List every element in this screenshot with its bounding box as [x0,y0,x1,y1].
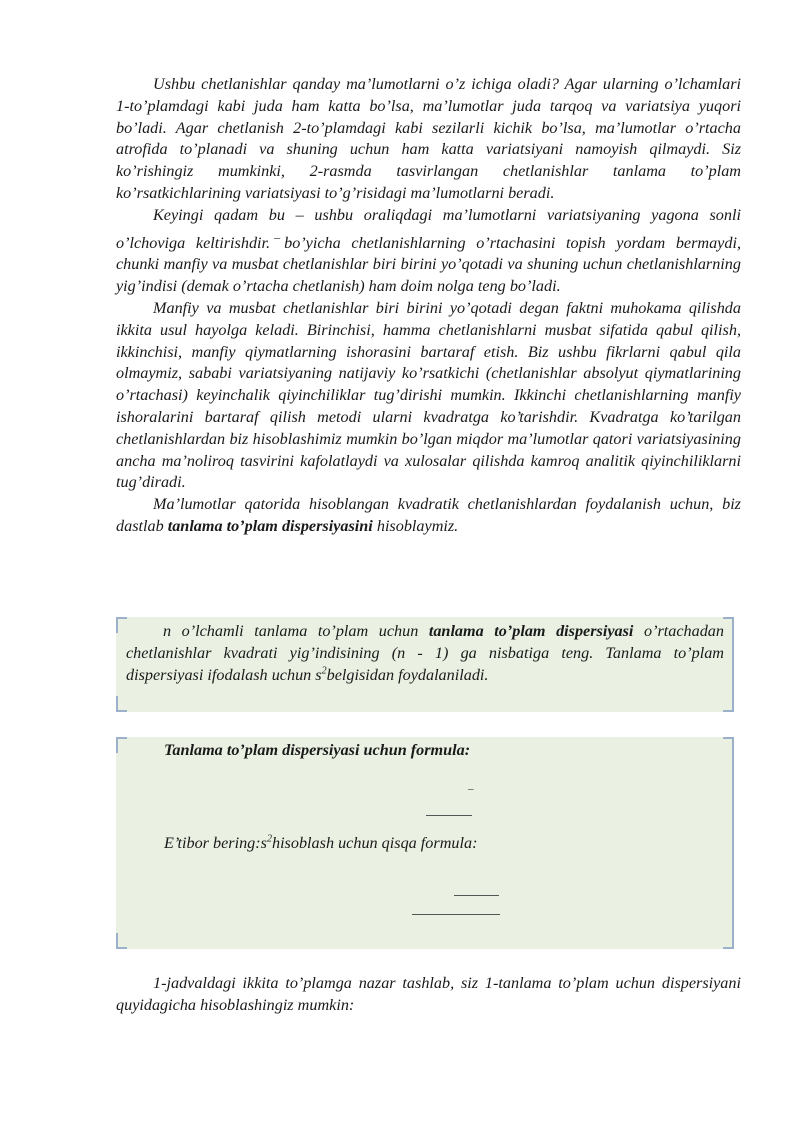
note-part-a: E’tibor bering:s [164,834,267,852]
main-text [116,74,741,538]
superscript-2: 2 [321,665,327,677]
formula-title: Tanlama to’plam dispersiyasi uchun formula: [164,741,471,759]
paragraph-2-part-b: bo’yicha chetlanishlarning o’rtachasini topish yordam bermaydi, chunki manfiy va musbat chetlanishlar biri birini yo’qotadi va shuning uchun chetlanishlarning yig’indisi (demak o’rtacha chetlanish) ham doim nolga teng bo’ladi. [116,233,742,296]
short-formula-note [164,833,477,855]
paragraph-1: Ushbu chetlanishlar qanday ma’lumotlarni o’z ichiga oladi? Agar ularning o’lchamlari 1-to’plamdagi kabi juda ham katta bo’lsa, ma’lumotlar juda tarqoq va variatsiya yuqori bo’ladi. Agar chetlanish 2-to’plamdagi kabi sezilarli kichik bo’lsa, ma’lumotlar o’rtacha atrofida to’planadi va shuning uchun ham katta variatsiyani namoyish qilmaydi. Siz ko’rishingiz mumkinki, 2-rasmda tasvirlangan chetlanishlar tanlama to’plam ko’rsatkichlarining variatsiyasi to’g’risidagi ma’lumotlarni beradi. [116,75,741,202]
paragraph-2 [116,205,741,298]
x-bar-symbol: – [274,229,281,244]
paragraph-4-bold: tanlama to’plam dispersiyasini [167,516,373,535]
note-superscript-2: 2 [266,833,272,845]
box-corner [723,933,734,949]
fraction-line [426,815,472,816]
paragraph-4 [116,494,741,538]
definition-part-c: belgisidan foydalaniladi. [326,665,489,684]
formula-x-bar-symbol: – [468,783,474,795]
fraction-line [454,895,499,896]
box-corner [723,696,734,712]
box-border [732,751,734,935]
paragraph-3: Manfiy va musbat chetlanishlar biri birini yo’qotadi degan faktni muhokama qilishda ikkita usul hayolga keladi. Birinchisi, hamma chetlanishlarni musbat sifatida qabul qilish, ikkinchisi, manfiy qiymatlarning ishorasini bartaraf etish. Biz ushbu fikrlarni qabul qila olmaymiz, sababi variatsiyaning natijaviy ko’rsatkichi (chetlanishlar absolyut qiymatlarining o’rtachasi) keyinchalik qiyinchiliklar tug’dirishi mumkin. Ikkinchi chetlanishlarning manfiy ishoralarini bartaraf qilish metodi ularni kvadratga ko’tarishdir. Kvadratga ko’tarilgan chetlanishlardan biz hisoblashimiz mumkin bo’lgan miqdor ma’lumotlar qatori variatsiyasining ancha ma’noliroq tasvirini kafolatlaydi va xulosalar qilishda kamroq analitik qiyinchiliklarni tug’diradi. [116,298,741,492]
paragraph-2-part-a: Keyingi qadam bu – ushbu oraliqdagi ma’lumotlarni variatsiyaning yagona sonli o’lchoviga keltirishdir. [116,205,741,252]
definition-text [126,621,724,686]
paragraph-5: 1-jadvaldagi ikkita to’plamga nazar tashlab, siz 1-tanlama to’plam uchun dispersiyani quyidagicha hisoblashingiz mumkin: [116,974,741,1014]
formula-box [116,737,734,949]
paragraph-4-part-b: hisoblaymiz. [376,516,459,535]
box-border [732,631,734,698]
definition-part-a: n o’lchamli tanlama to’plam uchun [163,622,419,640]
note-part-b: hisoblash uchun qisqa formula: [271,834,478,852]
box-corner [116,933,127,949]
definition-box [116,617,734,712]
definition-part-b: o’rtachadan chetlanishlar kvadrati yig’indisining (n - 1) ga nisbatiga teng. Tanlama to’plam dispersiyasi ifodalash uchun s [126,622,724,684]
box-corner [116,696,127,712]
fraction-line [412,914,500,915]
definition-bold: tanlama to’plam dispersiyasi [428,622,634,640]
box-corner [116,737,127,753]
paragraph-4-part-a: Ma’lumotlar qatorida hisoblangan kvadratik chetlanishlardan foydalanish uchun, biz dastlab [116,495,741,535]
